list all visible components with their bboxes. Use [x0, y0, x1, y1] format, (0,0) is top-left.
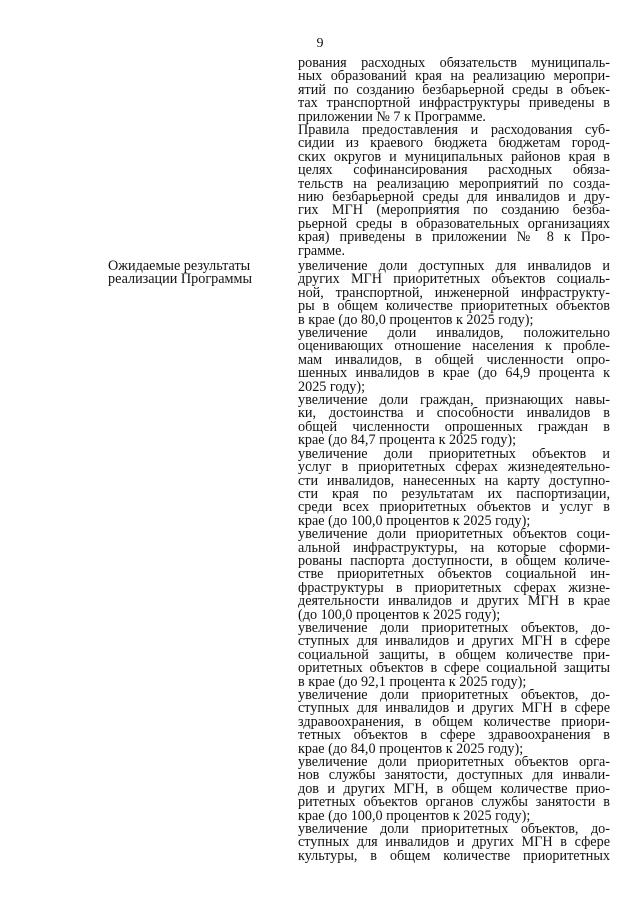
text-line: в крае (до 92,1 процента к 2025 году); [298, 675, 527, 689]
text-line: оритетных объектов в сфере социальной защиты [298, 662, 610, 676]
text-line: Правила предоставления и расходования суб- [298, 124, 610, 138]
text-line: здравоохранения, в общем количестве приори- [298, 715, 610, 730]
section-label-line: реализации Программы [108, 271, 253, 288]
text-line: культуры, в общем количестве приоритетных [298, 849, 610, 864]
text-line: крае (до 100,0 процентов к 2025 году); [298, 514, 531, 529]
text-line: увеличение доли приоритетных объектов, до- [298, 823, 610, 837]
text-line: увеличение доли приоритетных объектов и [298, 447, 610, 462]
text-line: увеличение доли приоритетных объектов соци- [298, 528, 610, 542]
text-line: края) приведены в приложении № 8 к Про- [298, 231, 610, 245]
text-line: рованы паспорта доступности, в общем количе- [298, 554, 610, 569]
text-line: шенных инвалидов в крае (до 64,9 процента к [298, 367, 610, 381]
text-line: сти края по результатам их паспортизации, [298, 487, 610, 502]
text-line: фраструктуры в приоритетных сферах жизне- [298, 581, 610, 596]
text-line: гих МГН (мероприятия по созданию безба- [298, 204, 610, 218]
section-label-line: Ожидаемые результаты [108, 258, 251, 274]
expected-results-text [298, 260, 610, 863]
text-line: ступных для инвалидов и других МГН в сфере [298, 635, 610, 649]
text-line: ных образований края на реализацию меропри- [298, 70, 610, 84]
text-line: целях софинансирования расходных обяза- [298, 164, 610, 178]
text-line: ских округов и муниципальных районов края в [298, 150, 610, 165]
page-number: 9 [316, 36, 324, 51]
text-line: ступных для инвалидов и других МГН в сфере [298, 836, 610, 850]
text-line: увеличение доли приоритетных объектов, до- [298, 689, 610, 703]
text-line: грамме. [298, 244, 346, 259]
text-line: услуг в приоритетных сферах жизнедеятельно- [298, 461, 610, 475]
section-label-expected-results [108, 260, 288, 287]
text-line: ной, транспортной, инженерной инфраструкту- [298, 286, 610, 301]
text-line: оценивающих отношение населения к пробле- [298, 340, 610, 354]
text-line: тельств на реализацию мероприятий по созда- [298, 177, 610, 192]
text-line: ступных для инвалидов и других МГН в сфере [298, 702, 610, 716]
text-line: ки, достоинства и способности инвалидов в [298, 407, 610, 421]
text-line: увеличение доли приоритетных объектов орга- [298, 756, 610, 770]
text-line: 2025 году); [298, 380, 366, 395]
text-line: дов и других МГН, в общем количестве прио- [298, 782, 610, 797]
text-line: среди всех приоритетных объектов и услуг в [298, 501, 610, 515]
text-line: нию безбарьерной среды для инвалидов и дру- [298, 191, 610, 205]
text-line: рования расходных обязательств муниципаль- [298, 57, 610, 71]
text-line: деятельности инвалидов и других МГН в крае [298, 595, 610, 609]
text-line: рьерной среды в образовательных организациях [298, 217, 610, 232]
text-line: крае (до 84,7 процента к 2025 году); [298, 434, 517, 448]
text-line: сидии из краевого бюджета бюджетам город- [298, 137, 610, 151]
text-line: крае (до 100,0 процентов к 2025 году); [298, 809, 531, 824]
text-line: других МГН приоритетных объектов социаль- [298, 273, 610, 287]
text-line: тах транспортной инфраструктуры приведены в [298, 97, 610, 111]
text-line: альной инфраструктуры, на которые сформи- [298, 541, 610, 555]
text-line: мам инвалидов, в общей численности опро- [298, 353, 610, 368]
text-line: ятий по созданию безбарьерной среды в объек- [298, 83, 610, 98]
text-line: социальной защиты, в общем количестве при- [298, 648, 610, 663]
text-line: увеличение доли инвалидов, положительно [298, 327, 610, 341]
text-line: крае (до 84,0 процентов к 2025 году); [298, 742, 524, 757]
text-line: ры в общем количестве приоритетных объектов [298, 300, 610, 314]
text-line: (до 100,0 процентов к 2025 году); [298, 608, 501, 622]
program-text-block [298, 57, 610, 258]
text-line: нов службы занятости, доступных для инвали- [298, 769, 610, 783]
text-line: приложении № 7 к Программе. [298, 110, 486, 125]
text-line: увеличение доли доступных для инвалидов и [298, 260, 610, 274]
text-line: стве приоритетных объектов социальной ин- [298, 568, 610, 582]
text-line: общей численности опрошенных граждан в [298, 420, 610, 435]
text-line: ритетных объектов органов службы занятости в [298, 796, 610, 810]
text-line: увеличение доли граждан, признающих навы- [298, 394, 610, 408]
text-line: тетных объектов в сфере здравоохранения в [298, 729, 610, 743]
text-line: сти инвалидов, нанесенных на карту доступно- [298, 474, 610, 488]
text-line: в крае (до 80,0 процентов к 2025 году); [298, 313, 534, 328]
text-line: увеличение доли приоритетных объектов, до- [298, 621, 610, 636]
